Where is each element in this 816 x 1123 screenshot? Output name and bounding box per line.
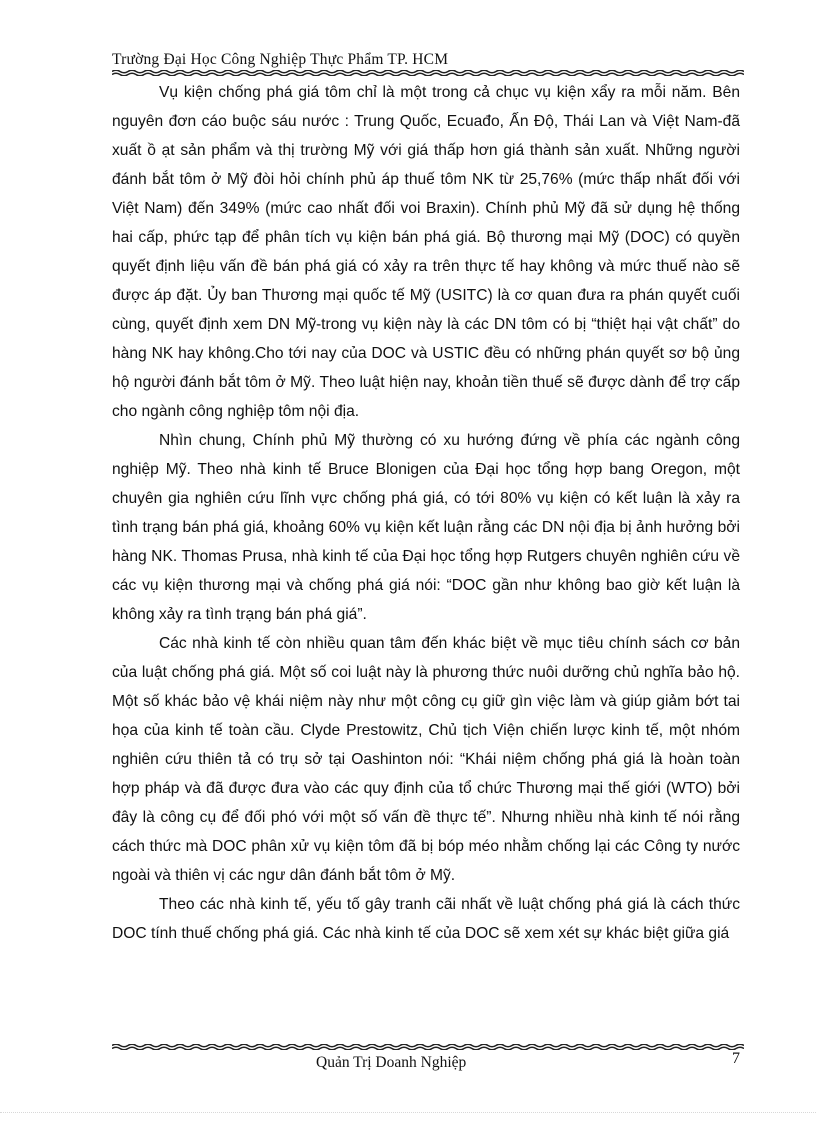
footer-decorative-rule (112, 1044, 744, 1050)
header-decorative-rule (112, 70, 744, 76)
page-number: 7 (732, 1050, 740, 1067)
body-paragraph: Vụ kiện chống phá giá tôm chỉ là một trong cả chục vụ kiện xẩy ra mỗi năm. Bên nguyên đơn cáo buộc sáu nước : Trung Quốc, Ecuađo, Ấn Độ, Thái Lan và Việt Nam-đã xuất ồ ạt sản phẩm và thị trường Mỹ với giá thấp hơn giá thành sản xuất. Những người đánh bắt tôm ở Mỹ đòi hỏi chính phủ áp thuế tôm NK từ 25,76% (mức thấp nhất đối với Việt Nam) đến 349% (mức cao nhất đối voi Braxin). Chính phủ Mỹ đã sử dụng hệ thống hai cấp, phức tạp để phân tích vụ kiện bán phá giá. Bộ thương mại Mỹ (DOC) có quyền quyết định liệu vấn đề bán phá giá có xảy ra trên thực tế hay không và mức thuế nào sẽ được áp đặt. Ủy ban Thương mại quốc tế Mỹ (USITC) là cơ quan đưa ra phán quyết cuối cùng, quyết định xem DN Mỹ-trong vụ kiện này là các DN tôm có bị “thiệt hại vật chất” do hàng NK hay không.Cho tới nay của DOC và USTIC đều có những phán quyết sơ bộ ủng hộ người đánh bắt tôm ở Mỹ. Theo luật hiện nay, khoản tiền thuế sẽ được dành để trợ cấp cho ngành công nghiệp tôm nội địa. (112, 84, 740, 420)
document-body (112, 78, 740, 948)
body-paragraph: Theo các nhà kinh tế, yếu tố gây tranh cãi nhất về luật chống phá giá là cách thức DOC tính thuế chống phá giá. Các nhà kinh tế của DOC sẽ xem xét sự khác biệt giữa giá (112, 896, 740, 942)
page-header-title: Trường Đại Học Công Nghiệp Thực Phẩm TP. HCM (112, 51, 449, 68)
body-paragraph: Các nhà kinh tế còn nhiều quan tâm đến khác biệt về mục tiêu chính sách cơ bản của luật chống phá giá. Một số coi luật này là phương thức nuôi dưỡng chủ nghĩa bảo hộ. Một số khác bảo vệ khái niệm này như một công cụ giữ gìn việc làm và giúp giảm bớt tai họa của kinh tế toàn cầu. Clyde Prestowitz, Chủ tịch Viện chiến lược kinh tế, một nhóm nghiên cứu thiên tả có trụ sở tại Oashinton nói: “Khái niệm chống phá giá là hoàn toàn hợp pháp và đã được đưa vào các quy định của tổ chức Thương mại thế giới (WTO) bởi đây là công cụ để đối phó với một số vấn đề thực tế”. Nhưng nhiều nhà kinh tế nói rằng cách thức mà DOC phân xử vụ kiện tôm đã bị bóp méo nhằm chống lại các Công ty nước ngoài và thiên vị các ngư dân đánh bắt tôm ở Mỹ. (112, 635, 740, 884)
body-paragraph: Nhìn chung, Chính phủ Mỹ thường có xu hướng đứng về phía các ngành công nghiệp Mỹ. Theo nhà kinh tế Bruce Blonigen của Đại học tổng hợp bang Oregon, một chuyên gia nghiên cứu lĩnh vực chống phá giá, có tới 80% vụ kiện có kết luận là xảy ra tình trạng bán phá giá, khoảng 60% vụ kiện kết luận rằng các DN nội địa bị ảnh hưởng bởi hàng NK. Thomas Prusa, nhà kinh tế của Đại học tổng hợp Rutgers chuyên nghiên cứu về các vụ kiện thương mại và chống phá giá nói: “DOC gần như không bao giờ kết luận là không xảy ra tình trạng bán phá giá”. (112, 432, 740, 623)
page-bottom-edge (0, 1112, 816, 1113)
page-footer-label: Quản Trị Doanh Nghiệp (316, 1054, 467, 1071)
